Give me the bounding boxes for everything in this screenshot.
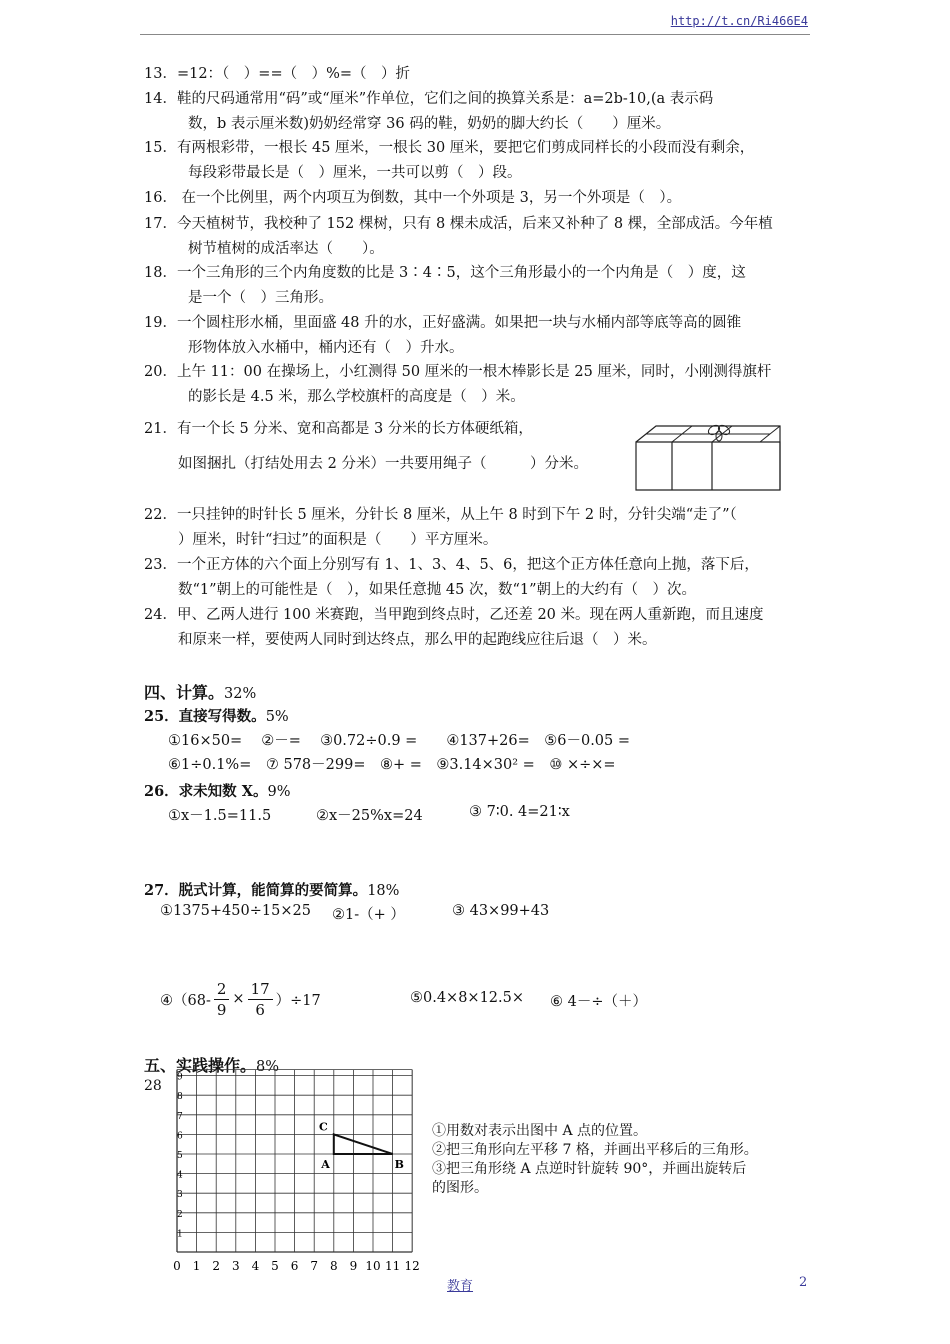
question-15-line2: 每段彩带最长是（ ）厘米，一共可以剪（ ）段。 — [188, 164, 522, 181]
question-20 — [144, 360, 810, 409]
y-tick-label: 7 — [177, 1111, 183, 1122]
question-18 — [144, 261, 810, 310]
triangle-abc — [334, 1134, 393, 1154]
x-tick-label: 4 — [251, 1259, 260, 1273]
y-tick-label: 9 — [177, 1072, 183, 1083]
question-27-item2: ②1-（+ ） — [332, 907, 405, 923]
question-14 — [144, 87, 810, 136]
question-26-title: 26．求未知数 X。9% — [144, 783, 291, 800]
question-18-line2: 是一个（ ）三角形。 — [188, 289, 333, 306]
question-18-line1: 18．一个三角形的三个内角度数的比是 3∶4∶5，这个三角形最小的一个内角是（ ）度，这 — [144, 265, 746, 281]
question-19-line2: 形物体放入水桶中，桶内还有（ ）升水。 — [188, 339, 464, 356]
question-22 — [144, 503, 810, 552]
section-4-title: 四、计算。32% — [144, 683, 257, 702]
task-1: ①用数对表示出图中 A 点的位置。 — [432, 1123, 648, 1139]
question-27-item6: ⑥ 4－÷（＋） — [550, 994, 647, 1010]
question-14-line2: 数，b 表示厘米数)奶奶经常穿 36 码的鞋，奶奶的脚大约长（ ）厘米。 — [188, 115, 671, 132]
y-tick-label: 8 — [177, 1092, 183, 1103]
task-2: ②把三角形向左平移 7 格，并画出平移后的三角形。 — [432, 1142, 758, 1158]
y-tick-label: 1 — [177, 1229, 183, 1240]
question-24 — [144, 603, 810, 652]
question-27-item1: ①1375+450÷15×25 — [160, 903, 311, 919]
point-label-a: A — [321, 1158, 330, 1171]
question-23-line2: 数“1”朝上的可能性是（ ），如果任意抛 45 次，数“1”朝上的大约有（ ）次。 — [178, 581, 697, 598]
x-tick-label: 10 — [365, 1259, 381, 1273]
question-27-item4: ④（68- $\frac{2}{9}$ × $\frac{17}{6}$ ）÷17 — [160, 979, 321, 1019]
question-23 — [144, 553, 810, 602]
page-number: 2 — [799, 1275, 808, 1290]
x-tick-label: 9 — [349, 1259, 358, 1273]
footer-link[interactable]: 教育 — [447, 1279, 474, 1294]
box-top-edges — [636, 426, 780, 490]
question-13 — [144, 62, 810, 87]
question-26-item1: ①x－1.5=11.5 — [168, 808, 272, 824]
coordinate-grid — [150, 1072, 425, 1278]
y-tick-label: 2 — [177, 1209, 183, 1220]
x-tick-label: 7 — [310, 1259, 319, 1273]
question-28-label: 28 — [144, 1078, 162, 1094]
question-15 — [144, 136, 810, 185]
y-tick-label: 6 — [177, 1131, 183, 1142]
question-27-title: 27．脱式计算，能简算的要简算。18% — [144, 882, 400, 899]
box-diagram — [632, 422, 780, 492]
task-3-cont: 的图形。 — [432, 1180, 488, 1196]
x-tick-label: 8 — [329, 1259, 338, 1273]
y-tick-label: 3 — [177, 1190, 183, 1201]
x-tick-label: 0 — [173, 1259, 181, 1273]
question-28-tasks — [432, 1122, 812, 1198]
question-27-item5: ⑤0.4×8×12.5× — [410, 990, 525, 1006]
question-21-line1: 21．有一个长 5 分米、宽和高都是 3 分米的长方体硬纸箱， — [144, 421, 533, 437]
question-16 — [144, 186, 810, 211]
x-tick-label: 2 — [212, 1259, 221, 1273]
question-23-line1: 23．一个正方体的六个面上分别写有 1、1、3、4、5、6，把这个正方体任意向上抛，落下后， — [144, 557, 759, 573]
point-label-c: C — [319, 1120, 328, 1134]
question-26-item2: ②x－25%x=24 — [316, 808, 423, 824]
question-25-row2: ⑥1÷0.1%= ⑦ 578－299= ⑧+ = ⑨3.14×30² = ⑩ ×÷×= — [168, 757, 616, 773]
question-25-title: 25．直接写得数。5% — [144, 708, 289, 725]
question-20-line1: 20．上午 11：00 在操场上，小红测得 50 厘米的一根木棒影长是 25 厘米，同时，小刚测得旗杆 — [144, 364, 772, 380]
y-tick-label: 5 — [177, 1151, 183, 1161]
fraction-17-6: $\frac{17}{6}$ — [248, 979, 273, 1020]
question-24-line2: 和原来一样，要使两人同时到达终点，那么甲的起跑线应往后退（ ）米。 — [178, 631, 657, 648]
x-tick-label: 3 — [231, 1259, 240, 1273]
section-5-title: 五、实践操作。8% — [144, 1056, 280, 1075]
question-17-line2: 树节植树的成活率达（ ）。 — [188, 240, 384, 257]
question-25-row1: ①16×50= ②－= ③0.72÷0.9 = ④137+26= ⑤6－0.05 = — [168, 733, 631, 749]
x-tick-label: 1 — [192, 1259, 201, 1273]
x-tick-label: 11 — [384, 1259, 401, 1273]
question-19-line1: 19．一个圆柱形水桶，里面盛 48 升的水，正好盛满。如果把一块与水桶内部等底等高的圆锥 — [144, 315, 742, 331]
fraction-2-9: $\frac{2}{9}$ — [214, 979, 230, 1020]
task-3: ③把三角形绕 A 点逆时针旋转 90°，并画出旋转后 — [432, 1161, 747, 1177]
question-22-line1: 22．一只挂钟的时针长 5 厘米，分针长 8 厘米，从上午 8 时到下午 2 时，分针尖端“走了”（ — [144, 507, 737, 523]
question-20-line2: 的影长是 4.5 米，那么学校旗杆的高度是（ ）米。 — [188, 388, 525, 405]
question-16-line1: 16． 在一个比例里，两个内项互为倒数，其中一个外项是 3，另一个外项是（ ）。 — [144, 190, 682, 206]
question-22-line2: ）厘米，时针“扫过”的面积是（ ）平方厘米。 — [178, 531, 498, 548]
question-15-line1: 15．有两根彩带，一根长 45 厘米，一根长 30 厘米，要把它们剪成同样长的小段而没有剩余， — [144, 140, 755, 156]
question-13-line1: 13．=12：（ ）==（ ）%=（ ）折 — [144, 66, 411, 82]
question-14-line1: 14．鞋的尺码通常用“码”或“厘米”作单位，它们之间的换算关系是：a=2b-10,(a 表示码 — [144, 91, 714, 107]
y-tick-label: 4 — [177, 1170, 183, 1181]
question-17-line1: 17．今天植树节，我校种了 152 棵树，只有 8 棵未成活，后来又补种了 8 棵，全部成活。今年植 — [144, 216, 773, 232]
x-tick-label: 6 — [290, 1259, 299, 1273]
question-17 — [144, 212, 810, 261]
question-21-line2: 如图捆扎（打结处用去 2 分米）一共要用绳子（ ）分米。 — [178, 456, 588, 472]
x-tick-label: 12 — [404, 1259, 420, 1273]
header-url-link[interactable]: http://t.cn/Ri466E4 — [670, 14, 808, 28]
question-26-item3: ③ 7∶0. 4=21∶x — [469, 804, 570, 820]
question-19 — [144, 311, 810, 360]
point-label-b: B — [394, 1158, 404, 1171]
question-24-line1: 24．甲、乙两人进行 100 米赛跑，当甲跑到终点时，乙还差 20 米。现在两人重新跑，而且速度 — [144, 607, 764, 623]
x-tick-label: 5 — [271, 1259, 279, 1273]
question-27-item3: ③ 43×99+43 — [452, 903, 550, 919]
header-divider — [140, 34, 810, 35]
box-front-face — [636, 442, 780, 490]
